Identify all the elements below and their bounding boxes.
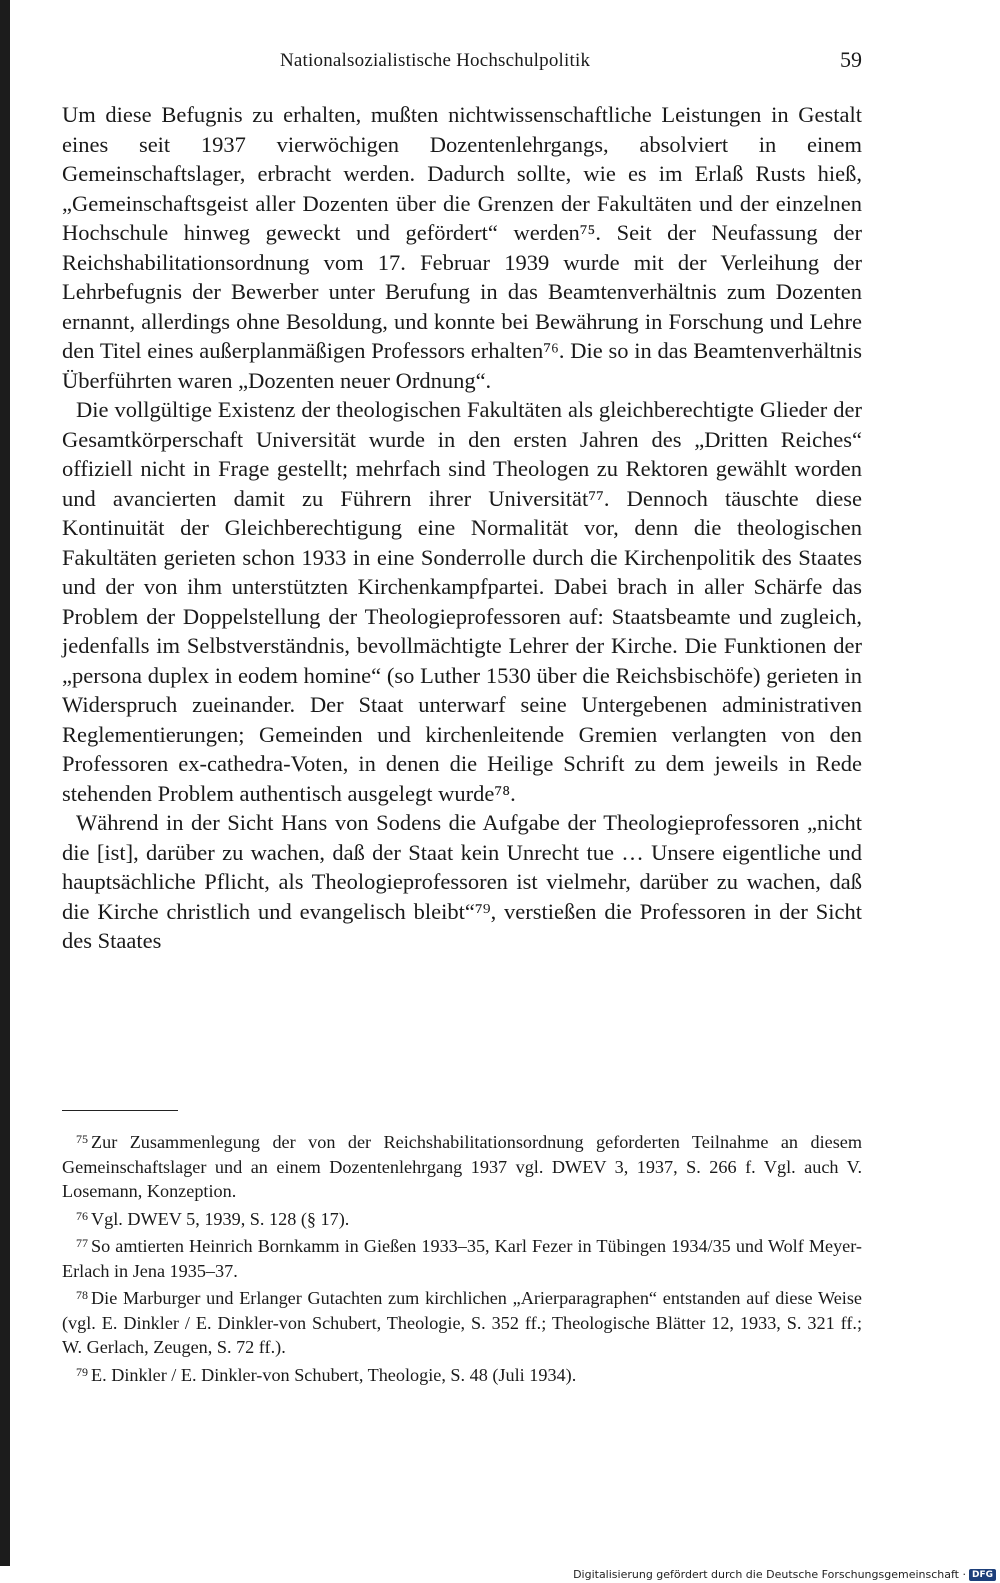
footnote-number: 77 (76, 1236, 88, 1250)
footnote-text: Zur Zusammenlegung der von der Reichshabilitationsordnung geforderten Teilnahme an diesem Gemeinschaftslager und an einem Dozentenlehrgang 1937 vgl. DWEV 3, 1937, S. 266 f. Vgl. auch V. Losemann, Konzeption. (62, 1132, 862, 1201)
scan-edge (0, 0, 10, 1566)
footnote-text: So amtierten Heinrich Bornkamm in Gießen 1933–35, Karl Fezer in Tübingen 1934/35 und Wolf Meyer-Erlach in Jena 1935–37. (62, 1236, 862, 1281)
paragraph: Die vollgültige Existenz der theologischen Fakultäten als gleichberechtigte Glieder der Gesamtkörperschaft Universität wurde in den ersten Jahren des „Dritten Reiches“ offiziell nicht in Frage gestellt; mehrfach sind Theologen zu Rektoren gewählt worden und avancierten damit zu Führern ihrer Universität⁷⁷. Dennoch täuschte diese Kontinuität der Gleichberechtigung eine Normalität vor, denn die theologischen Fakultäten gerieten schon 1933 in eine Sonderrolle durch die Kirchenpolitik des Staates und der von ihm unterstützten Kirchenkampfpartei. Dabei brach in aller Schärfe das Problem der Doppelstellung der Theologieprofessoren auf: Staatsbeamte und zugleich, jedenfalls im Selbstverständnis, bevollmächtigte Lehrer der Kirche. Die Funktionen der „persona duplex in eodem homine“ (so Luther 1530 über die Reichsbischöfe) gerieten in Widerspruch zueinander. Der Staat unterwarf seine Untergebenen administrativen Reglementierungen; Gemeinden und kirchenleitende Gremien verlangten von den Professoren ex-cathedra-Voten, in denen die Heilige Schrift zu dem jeweils in Rede stehenden Problem authentisch ausgelegt wurde⁷⁸. (62, 397, 862, 806)
running-title: Nationalsozialistische Hochschulpolitik (280, 50, 591, 71)
footnote-text: E. Dinkler / E. Dinkler-von Schubert, Theologie, S. 48 (Juli 1934). (91, 1364, 577, 1385)
paragraph: Während in der Sicht Hans von Sodens die Aufgabe der Theologieprofessoren „nicht die [ist], darüber zu wachen, daß der Staat kein Unrecht tue … Unsere eigentliche und hauptsächliche Pflicht, als Theologieprofessoren ist vielmehr, darüber zu wachen, daß die Kirche christlich und evangelisch bleibt“⁷⁹, verstießen die Professoren in der Sicht des Staates (62, 810, 862, 953)
page-number: 59 (840, 47, 862, 72)
footnote-text: Die Marburger und Erlanger Gutachten zum kirchlichen „Arierparagraphen“ entstanden auf diese Weise (vgl. E. Dinkler / E. Dinkler-von Schubert, Theologie, S. 352 ff.; Theologische Blätter 12, 1933, S. 321 ff.; W. Gerlach, Zeugen, S. 72 ff.). (62, 1288, 862, 1357)
digitization-credit (573, 1568, 996, 1581)
footnote (62, 1360, 862, 1388)
paragraph: Um diese Befugnis zu erhalten, mußten nichtwissenschaftliche Leistungen in Gestalt eines seit 1937 vierwöchigen Dozentenlehrgangs, absolviert in einem Gemeinschaftslager, erbracht werden. Dadurch sollte, wie es im Erlaß Rusts hieß, „Gemeinschaftsgeist aller Dozenten über die Grenzen der Fakultäten und der einzelnen Hochschule hinweg geweckt und gefördert“ werden⁷⁵. Seit der Neufassung der Reichshabilitationsordnung vom 17. Februar 1939 wurde mit der Verleihung der Lehrbefugnis der Bewerber unter Berufung in das Beamtenverhältnis zum Dozenten ernannt, allerdings ohne Besoldung, und konnte bei Bewährung in Forschung und Lehre den Titel eines außerplanmäßigen Professors erhalten⁷⁶. Die so in das Beamtenverhältnis Überführten waren „Dozenten neuer Ordnung“. (62, 102, 862, 393)
footnote-text: Vgl. DWEV 5, 1939, S. 128 (§ 17). (91, 1208, 350, 1229)
credit-text: Digitalisierung gefördert durch die Deutsche Forschungsgemeinschaft · (573, 1568, 966, 1581)
footnote-divider (62, 1110, 178, 1111)
main-text (62, 100, 862, 956)
footnote (62, 1231, 862, 1283)
footnote (62, 1283, 862, 1360)
footnote (62, 1204, 862, 1232)
footnote-number: 75 (76, 1132, 88, 1146)
footnote-number: 78 (76, 1288, 88, 1302)
footnote-number: 79 (76, 1364, 88, 1379)
footnote (62, 1127, 862, 1204)
footnotes (62, 1127, 862, 1387)
footnote-number: 76 (76, 1208, 88, 1223)
dfg-logo-icon: DFG (969, 1569, 996, 1581)
